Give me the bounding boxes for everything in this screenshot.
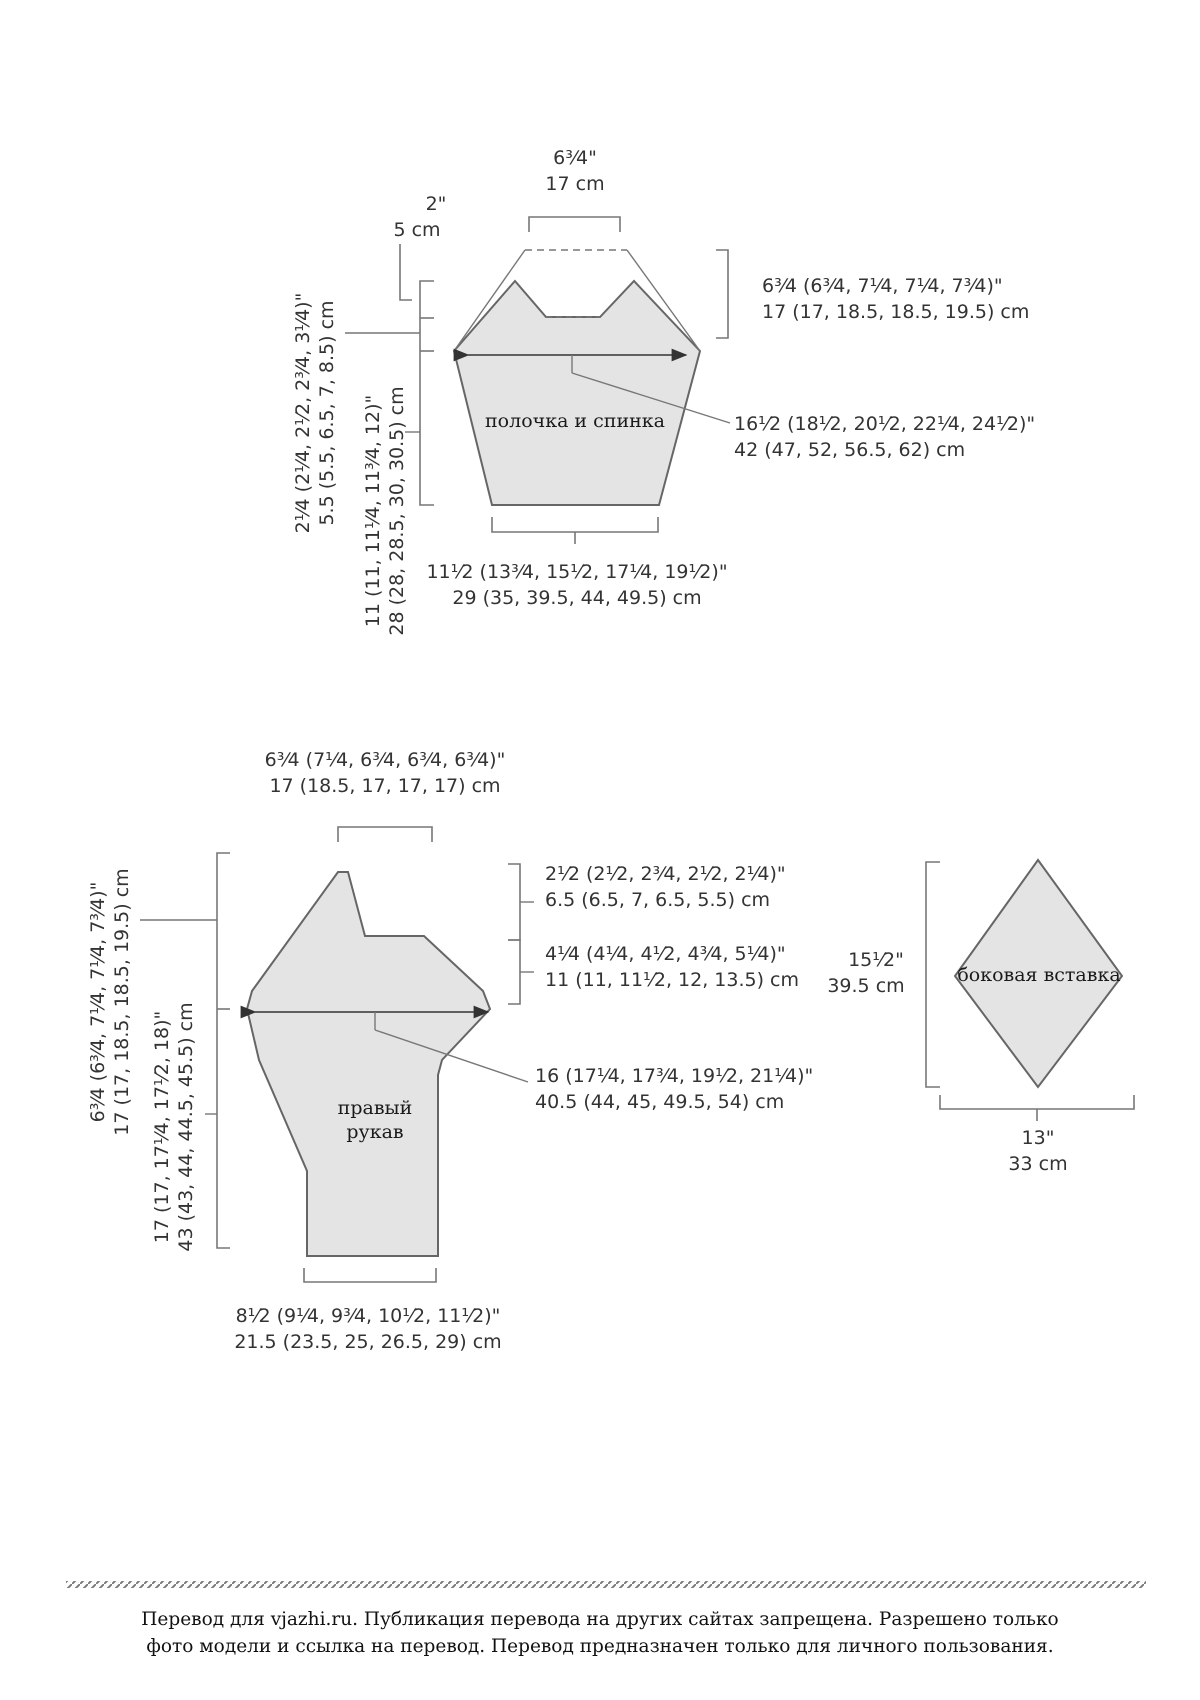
footer-line-1: Перевод для vjazhi.ru. Публикация перевода на других сайтах запрещена. Разрешено только <box>141 1609 1059 1630</box>
sleeve-bottom-bracket <box>304 1268 436 1282</box>
body-left-upper-cm: 5.5 (5.5, 6.5, 7, 8.5) cm <box>316 300 338 526</box>
body-left-upper-in: 2¹⁄4 (2¹⁄4, 2¹⁄2, 2³⁄4, 3¹⁄4)" <box>292 292 314 534</box>
body-bottom-in: 11¹⁄2 (13³⁄4, 15¹⁄2, 17¹⁄4, 19¹⁄2)" <box>426 561 728 583</box>
body-left-lower-cm: 28 (28, 28.5, 30, 30.5) cm <box>386 386 408 636</box>
shoulder-height-bracket <box>716 250 728 338</box>
neck-depth-bracket <box>400 244 412 300</box>
sleeve-piece <box>87 749 813 1353</box>
sleeve-right-lower-in: 4¹⁄4 (4¹⁄4, 4¹⁄2, 4³⁄4, 5¹⁄4)" <box>545 943 786 965</box>
sleeve-shape <box>247 872 490 1256</box>
gusset-piece <box>827 860 1134 1175</box>
shoulder-height-in: 6³⁄4 (6³⁄4, 7¹⁄4, 7¹⁄4, 7³⁄4)" <box>762 275 1003 297</box>
sleeve-left-bracket <box>217 853 230 1248</box>
body-shape <box>454 281 700 505</box>
gusset-label: боковая вставка <box>957 964 1121 986</box>
sleeve-left-upper-cm: 17 (17, 18.5, 18.5, 19.5) cm <box>111 868 133 1136</box>
neck-width-cm: 17 cm <box>545 173 605 195</box>
neck-depth-cm: 5 cm <box>393 219 441 241</box>
sleeve-left-lower-cm: 43 (43, 44, 44.5, 45.5) cm <box>175 1002 197 1252</box>
footer <box>66 1581 1146 1657</box>
gusset-height-bracket <box>926 862 940 1087</box>
sleeve-top-cm: 17 (18.5, 17, 17, 17) cm <box>269 775 501 797</box>
gusset-height-cm: 39.5 cm <box>827 975 905 997</box>
body-width-cm: 42 (47, 52, 56.5, 62) cm <box>734 439 966 461</box>
neck-width-in: 6³⁄4" <box>553 147 597 169</box>
shoulder-height-cm: 17 (17, 18.5, 18.5, 19.5) cm <box>762 301 1030 323</box>
sleeve-top-bracket <box>338 827 432 842</box>
sleeve-bottom-in: 8¹⁄2 (9¹⁄4, 9³⁄4, 10¹⁄2, 11¹⁄2)" <box>235 1305 501 1327</box>
neck-depth-in: 2" <box>425 193 447 215</box>
sleeve-right-upper-cm: 6.5 (6.5, 7, 6.5, 5.5) cm <box>545 889 771 911</box>
sleeve-top-in: 6³⁄4 (7¹⁄4, 6³⁄4, 6³⁄4, 6³⁄4)" <box>264 749 506 771</box>
sleeve-width-in: 16 (17¹⁄4, 17³⁄4, 19¹⁄2, 21¹⁄4)" <box>535 1065 814 1087</box>
gusset-height-in: 15¹⁄2" <box>848 949 904 971</box>
sleeve-right-bracket-lower <box>508 940 520 1004</box>
body-left-lower-in: 11 (11, 11¹⁄4, 11³⁄4, 12)" <box>362 394 384 628</box>
sleeve-label-line1: правый <box>337 1097 413 1119</box>
neck-width-bracket <box>529 217 620 232</box>
sleeve-right-upper-in: 2¹⁄2 (2¹⁄2, 2³⁄4, 2¹⁄2, 2¹⁄4)" <box>545 863 786 885</box>
gusset-width-bracket <box>940 1095 1134 1109</box>
sleeve-bottom-cm: 21.5 (23.5, 25, 26.5, 29) cm <box>234 1331 502 1353</box>
body-left-bracket <box>420 281 434 505</box>
gusset-width-cm: 33 cm <box>1008 1153 1068 1175</box>
gusset-width-in: 13" <box>1021 1127 1055 1149</box>
body-bottom-cm: 29 (35, 39.5, 44, 49.5) cm <box>452 587 702 609</box>
footer-line-2: фото модели и ссылка на перевод. Перевод предназначен только для личного пользования. <box>146 1636 1054 1657</box>
body-label: полочка и спинка <box>485 410 665 432</box>
footer-divider <box>66 1581 1146 1588</box>
sleeve-left-upper-in: 6³⁄4 (6³⁄4, 7¹⁄4, 7¹⁄4, 7³⁄4)" <box>87 881 109 1123</box>
sleeve-width-cm: 40.5 (44, 45, 49.5, 54) cm <box>535 1091 785 1113</box>
sleeve-right-lower-cm: 11 (11, 11¹⁄2, 12, 13.5) cm <box>545 969 799 991</box>
bottom-width-bracket <box>492 517 658 532</box>
body-width-in: 16¹⁄2 (18¹⁄2, 20¹⁄2, 22¹⁄4, 24¹⁄2)" <box>734 413 1036 435</box>
body-piece <box>292 147 1035 636</box>
sleeve-right-bracket-upper <box>508 864 520 940</box>
sleeve-label-line2: рукав <box>346 1121 404 1143</box>
sleeve-left-lower-in: 17 (17, 17¹⁄4, 17¹⁄2, 18)" <box>151 1010 173 1244</box>
